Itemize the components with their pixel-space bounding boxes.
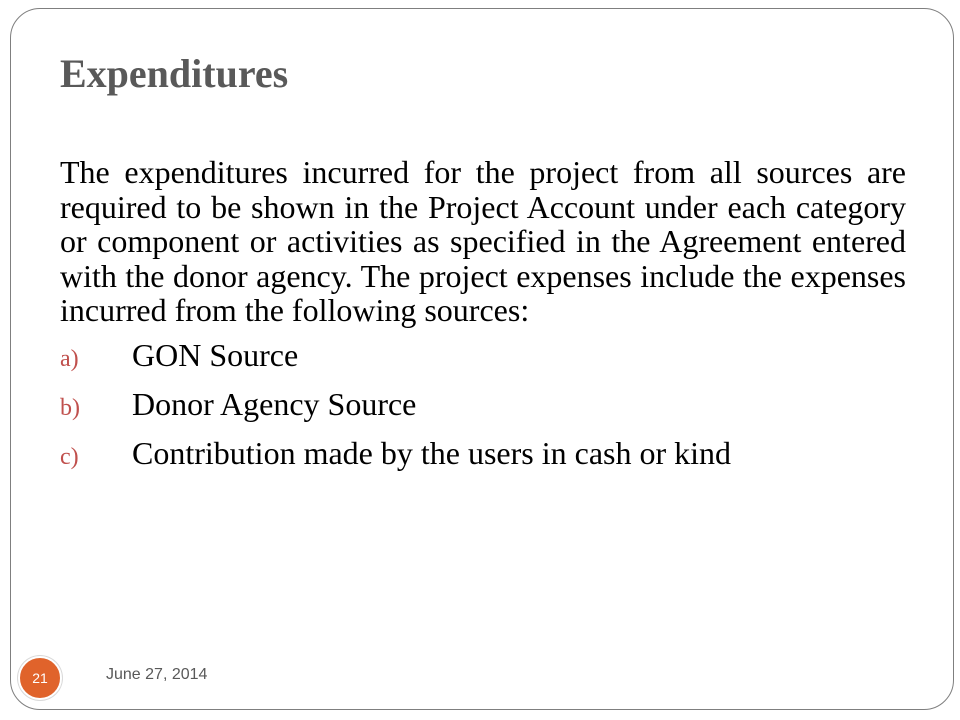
list-marker: c) [60, 443, 79, 470]
list-marker: b) [60, 394, 80, 421]
footer-date: June 27, 2014 [106, 666, 208, 683]
slide-body [60, 155, 906, 485]
slide-title: Expenditures [60, 51, 289, 96]
list-item [60, 436, 906, 475]
list-item-text: GON Source [132, 336, 299, 373]
list-item [60, 387, 906, 426]
sources-list [60, 338, 906, 475]
body-paragraph: The expenditures incurred for the project from all sources are required to be shown in the Project Account under each category or component or activities as specified in the Agreement entered with the donor agency. The project expenses include the expenses incurred from the following sources: [60, 154, 906, 328]
page-number-badge: 21 [18, 656, 62, 700]
list-marker: a) [60, 345, 79, 372]
list-item [60, 338, 906, 377]
list-item-text: Contribution made by the users in cash or kind [132, 434, 732, 471]
list-item-text: Donor Agency Source [132, 385, 417, 422]
